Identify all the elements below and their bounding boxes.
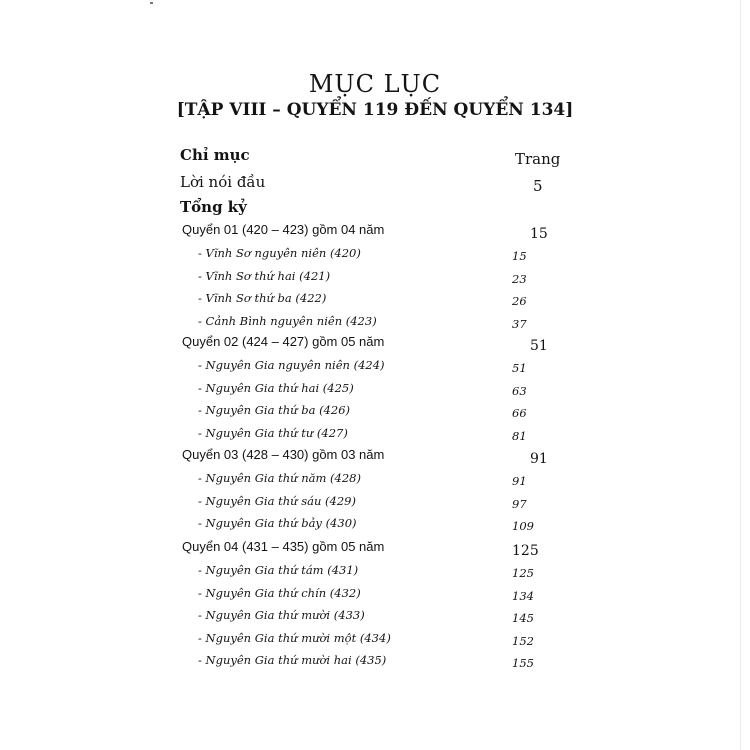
toc-subentry-page: 15 bbox=[512, 249, 527, 263]
toc-subentry-row[interactable] bbox=[0, 358, 750, 380]
toc-subentry-row[interactable] bbox=[0, 563, 750, 585]
toc-subentry-row[interactable] bbox=[0, 586, 750, 608]
toc-subtitle: [TẬP VIII – QUYỂN 119 ĐẾN QUYỂN 134] bbox=[176, 100, 574, 120]
toc-subentry-page: 145 bbox=[512, 611, 534, 626]
toc-volume-row[interactable] bbox=[0, 334, 750, 356]
toc-subentry-label: - Nguyên Gia thứ chín (432) bbox=[198, 585, 361, 600]
toc-subentry-label: - Nguyên Gia thứ sáu (429) bbox=[198, 493, 356, 508]
toc-subentry-label: - Nguyên Gia thứ hai (425) bbox=[198, 380, 354, 395]
toc-volume-label: Quyển 04 (431 – 435) gồm 05 năm bbox=[182, 539, 385, 554]
toc-subentry-row[interactable] bbox=[0, 471, 750, 493]
toc-subentry-row[interactable] bbox=[0, 516, 750, 538]
toc-volume-page: 51 bbox=[530, 338, 548, 354]
toc-title: MỤC LỤC bbox=[308, 70, 442, 98]
toc-subentry-page: 81 bbox=[512, 428, 527, 443]
toc-volume-page: 125 bbox=[512, 543, 539, 559]
toc-subentry-label: - Nguyên Gia thứ mười một (434) bbox=[198, 630, 391, 645]
toc-subentry-page: 26 bbox=[512, 294, 527, 309]
column-header-index: Chỉ mục bbox=[180, 146, 250, 164]
toc-subentry-label: - Cảnh Bình nguyên niên (423) bbox=[198, 313, 377, 328]
toc-subentry-page: 109 bbox=[512, 519, 534, 534]
page-speck bbox=[150, 2, 153, 4]
toc-subentry-page: 66 bbox=[512, 406, 527, 421]
toc-subentry-page: 152 bbox=[512, 633, 534, 648]
toc-subentry-page: 63 bbox=[512, 383, 527, 398]
toc-subentry-label: - Vĩnh Sơ thứ ba (422) bbox=[198, 291, 327, 306]
toc-subentry-page: 155 bbox=[512, 656, 534, 671]
toc-subentry-page: 91 bbox=[512, 474, 527, 488]
toc-subentry-label: - Nguyên Gia thứ bảy (430) bbox=[198, 516, 357, 531]
toc-volume-label: Quyển 02 (424 – 427) gồm 05 năm bbox=[182, 334, 385, 349]
toc-subentry-row[interactable] bbox=[0, 269, 750, 291]
toc-subentry-label: - Nguyên Gia thứ mười hai (435) bbox=[198, 653, 387, 668]
toc-subentry-row[interactable] bbox=[0, 426, 750, 448]
toc-entry-intro-page: 5 bbox=[533, 177, 543, 195]
toc-subentry-row[interactable] bbox=[0, 291, 750, 313]
toc-subentry-row[interactable] bbox=[0, 608, 750, 630]
toc-subentry-row[interactable] bbox=[0, 653, 750, 675]
column-header-page: Trang bbox=[515, 150, 561, 168]
toc-subentry-page: 23 bbox=[512, 271, 527, 286]
toc-subentry-row[interactable] bbox=[0, 246, 750, 268]
toc-subentry-row[interactable] bbox=[0, 494, 750, 516]
toc-volume-label: Quyển 01 (420 – 423) gồm 04 năm bbox=[182, 222, 385, 237]
toc-subentry-page: 134 bbox=[512, 588, 534, 603]
toc-subentry-label: - Vĩnh Sơ nguyên niên (420) bbox=[198, 246, 361, 260]
toc-subentry-label: - Vĩnh Sơ thứ hai (421) bbox=[198, 268, 331, 283]
toc-subentry-row[interactable] bbox=[0, 314, 750, 336]
toc-subentry-page: 51 bbox=[512, 361, 527, 375]
toc-subentry-row[interactable] bbox=[0, 631, 750, 653]
toc-subentry-label: - Nguyên Gia thứ tư (427) bbox=[198, 425, 348, 440]
toc-subentry-label: - Nguyên Gia thứ mười (433) bbox=[198, 608, 365, 623]
toc-volume-label: Quyển 03 (428 – 430) gồm 03 năm bbox=[182, 447, 385, 462]
toc-subentry-page: 125 bbox=[512, 566, 534, 580]
toc-volume-row[interactable] bbox=[0, 539, 750, 561]
toc-volume-page: 15 bbox=[530, 226, 548, 242]
section-heading: Tổng kỷ bbox=[180, 198, 247, 216]
toc-subentry-page: 97 bbox=[512, 496, 527, 511]
toc-volume-page: 91 bbox=[530, 451, 548, 467]
toc-subentry-page: 37 bbox=[512, 316, 527, 331]
toc-entry-intro[interactable]: Lời nói đầu bbox=[180, 173, 266, 191]
toc-volume-row[interactable] bbox=[0, 222, 750, 244]
toc-subentry-label: - Nguyên Gia thứ ba (426) bbox=[198, 403, 350, 418]
toc-subentry-label: - Nguyên Gia thứ năm (428) bbox=[198, 471, 361, 485]
toc-subentry-label: - Nguyên Gia thứ tám (431) bbox=[198, 563, 359, 577]
toc-subentry-label: - Nguyên Gia nguyên niên (424) bbox=[198, 358, 385, 372]
toc-subentry-row[interactable] bbox=[0, 381, 750, 403]
toc-subentry-row[interactable] bbox=[0, 403, 750, 425]
toc-volume-row[interactable] bbox=[0, 447, 750, 469]
